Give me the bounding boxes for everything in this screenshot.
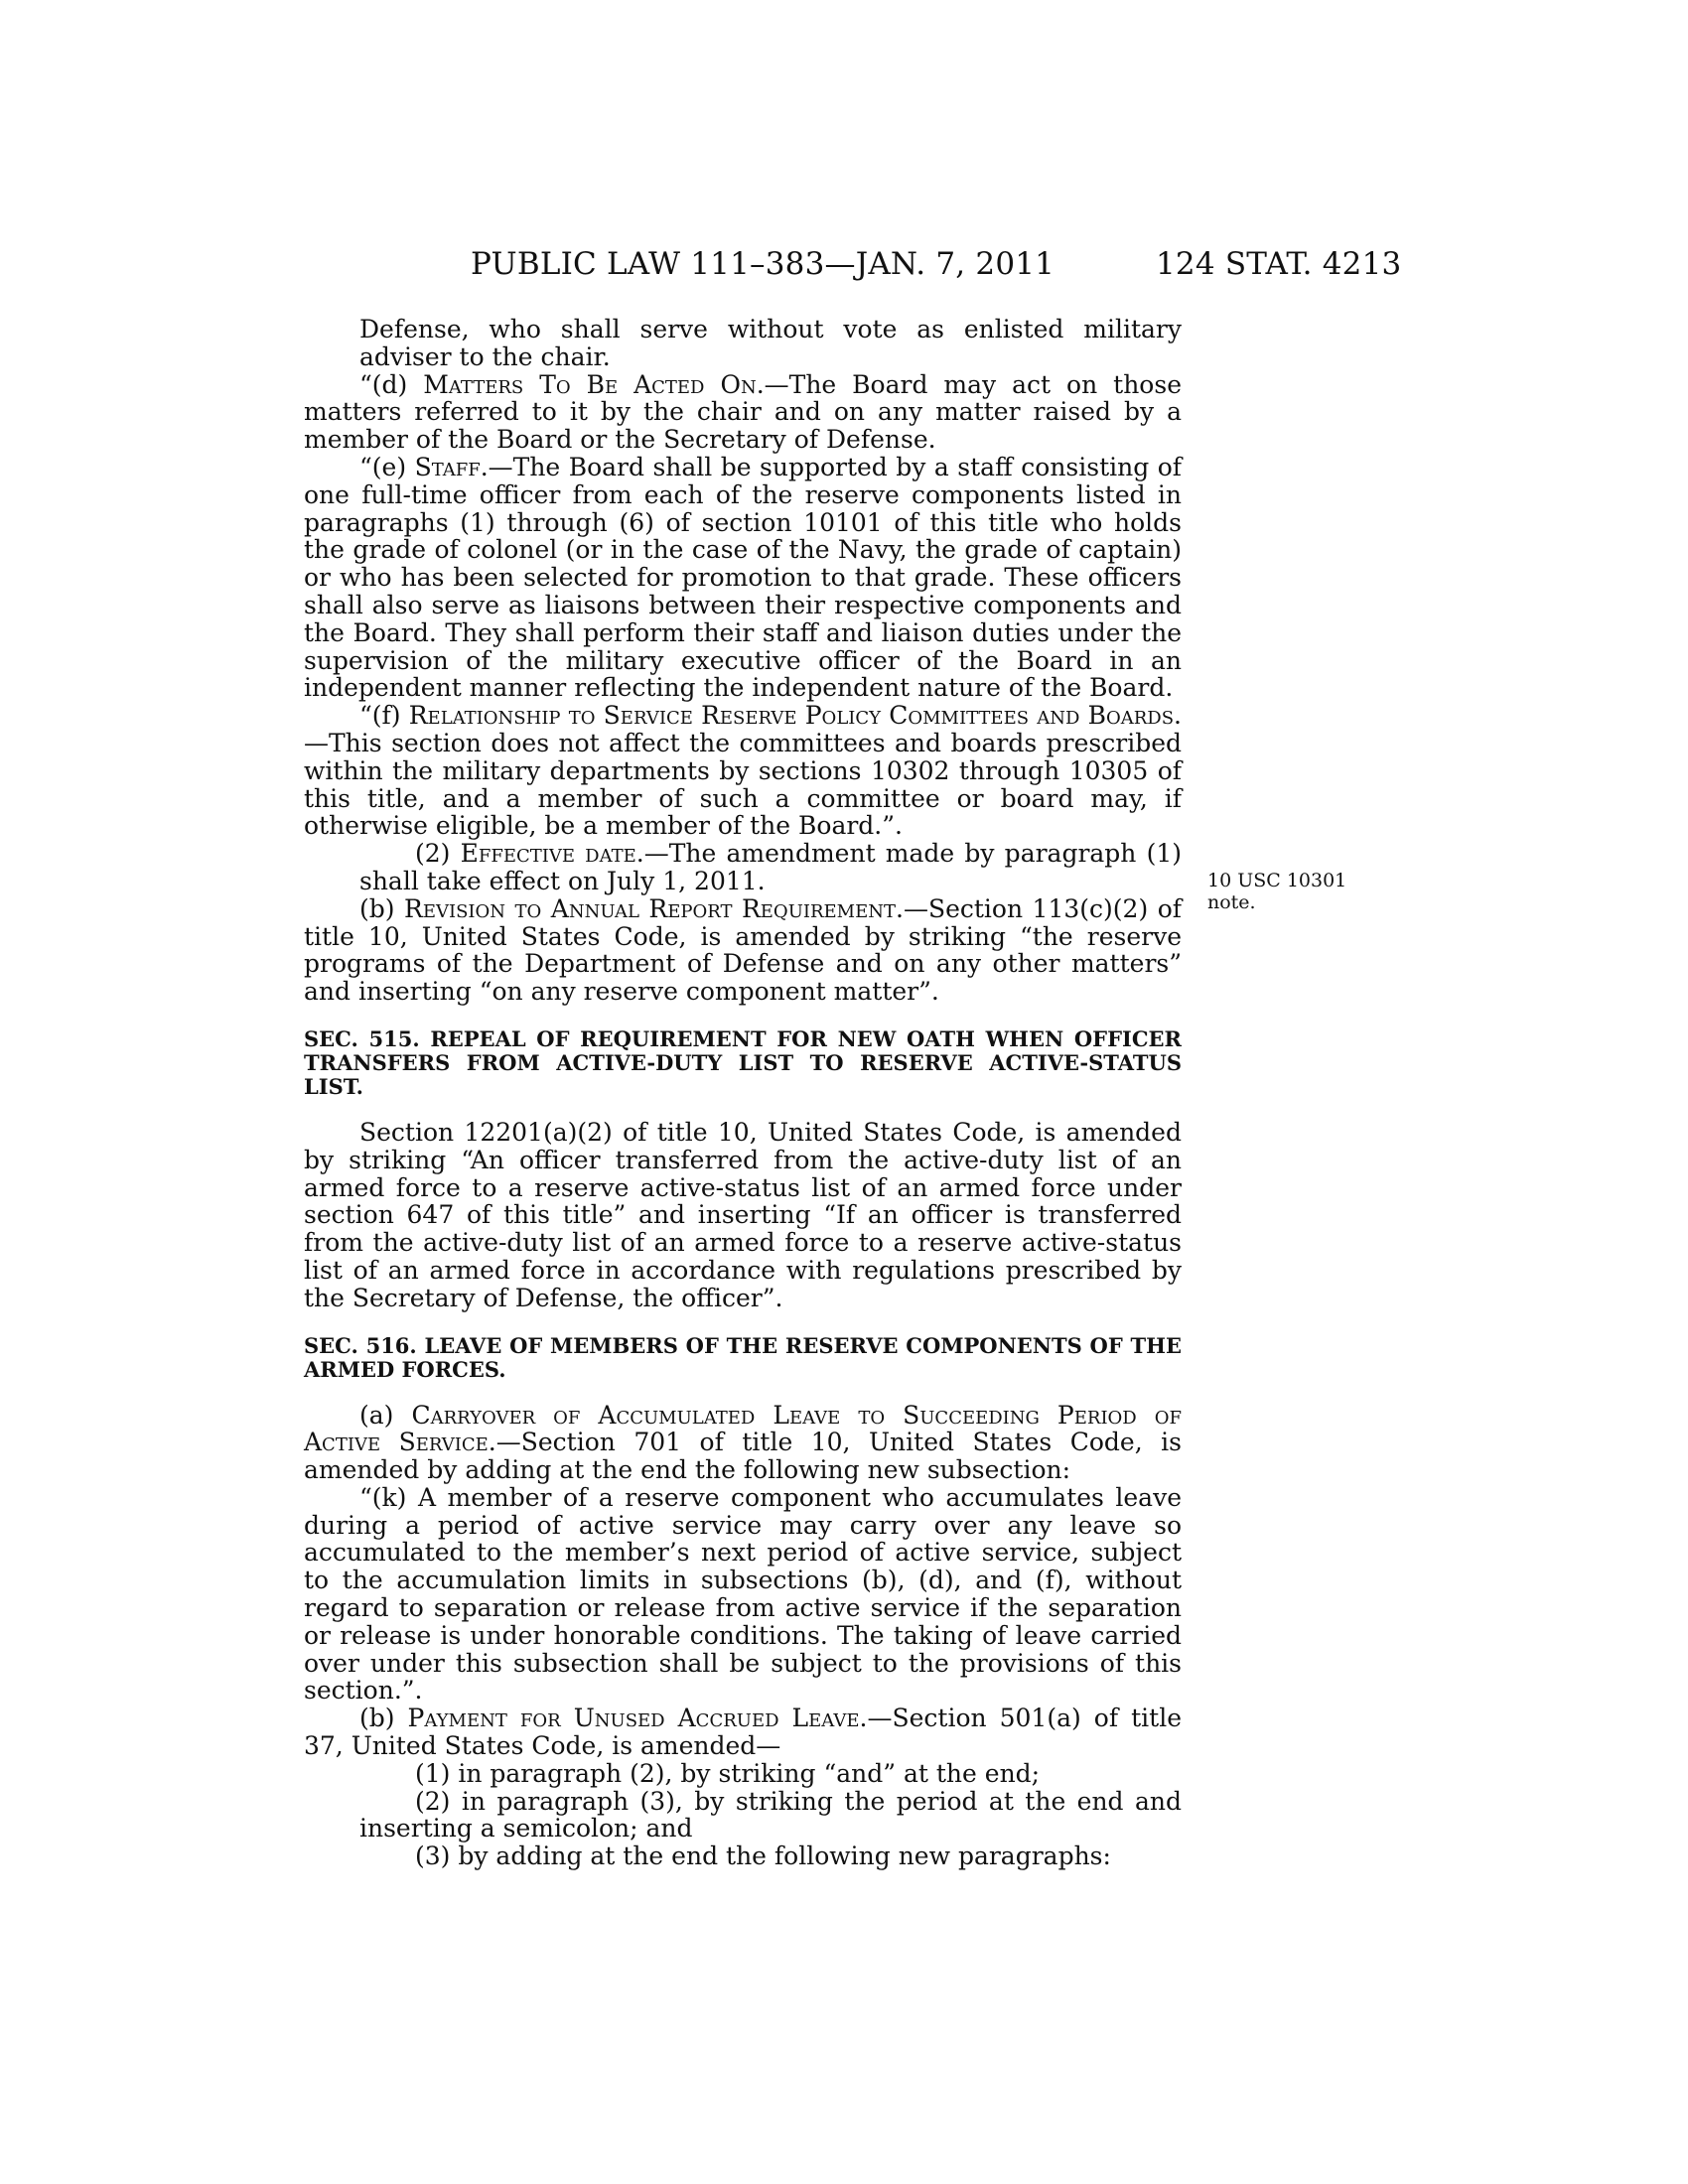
subsection-d [304, 371, 1182, 454]
subsection-heading: Revision to Annual Report Requirement [404, 893, 896, 923]
list-item: (1) in paragraph (2), by striking “and” at the end; [415, 1758, 1041, 1788]
subsection-text: .—Section 113(c)(2) of title 10, United States Code, is amended by striking “the reserve programs of the Department of Defense and on any other matters” and inserting “on any reserve component matter”. [304, 893, 1182, 1007]
subsection-text: .—The Board shall be supported by a staff consisting of one full-time officer from each of the reserve components listed in paragraphs (1) through (6) of section 10101 of this title who holds the grade of colonel (or in the case of the Navy, the grade of captain) or who has been selected for promotion to that grade. These officers shall also serve as liaisons between their respective components and the Board. They shall perform their staff and liaison duties under the supervision of the military executive officer of the Board in an independent manner reflecting the independent nature of the Board. [304, 452, 1183, 703]
margin-note-line: note. [1207, 891, 1256, 913]
page-number: 124 STAT. 4213 [1156, 246, 1402, 282]
list-item: (3) by adding at the end the following new paragraphs: [415, 1842, 1111, 1871]
subsection-label: “(d) [359, 369, 424, 399]
subsection-text: .—The Board may act on those matters referred to it by the chair and on any matter raised by a member of the Board or the Secretary of Defense. [304, 369, 1182, 455]
subsection-heading: Payment for Unused Accrued Leave [407, 1704, 860, 1733]
subsection-b [304, 895, 1182, 1006]
subsection-heading: Staff [414, 452, 481, 481]
subsection-heading: Relationship to Service Reserve Policy Committees and Boards [408, 701, 1175, 731]
margin-note [1207, 870, 1346, 913]
section-title: LEAVE OF MEMBERS OF THE RESERVE COMPONENTS OF THE ARMED FORCES. [304, 1332, 1182, 1382]
subsection-heading: Matters To Be Acted On [423, 369, 757, 399]
section-number: SEC. 515. [304, 1025, 420, 1051]
paragraph-2 [304, 840, 1182, 895]
paragraph-continued: Defense, who shall serve without vote as enlisted military adviser to the chair. [359, 315, 1182, 371]
margin-note-line: 10 USC 10301 [1207, 870, 1347, 891]
subsection-text: .—Section 701 of title 10, United States Code, is amended by adding at the end the following new subsection: [304, 1428, 1182, 1485]
section-heading-516 [304, 1334, 1182, 1382]
running-head: PUBLIC LAW 111–383—JAN. 7, 2011 [471, 246, 1055, 282]
subsection-label: “(f) [359, 701, 409, 731]
subsection-label: (b) [359, 1704, 408, 1733]
subsection-text: .—This section does not affect the committees and boards prescribed within the military departments by sections 10302 through 10305 of this title, and a member of such a committee or board may, if otherwise eligible, be a member of the Board.”. [304, 701, 1182, 841]
subsection-f [304, 702, 1182, 840]
subsection-label: “(e) [359, 452, 415, 481]
list-item: (2) in paragraph (3), by striking the period at the end and inserting a semicolon; and [359, 1786, 1182, 1843]
section-heading-515 [304, 1027, 1182, 1099]
subsection-a-516 [304, 1402, 1182, 1484]
paragraph-heading: Effective date [460, 839, 636, 869]
subsection-text: .—Section 501(a) of title 37, United States Code, is amended— [304, 1704, 1182, 1761]
body-text [304, 316, 1182, 1870]
subsection-e [304, 454, 1182, 702]
paragraph-label: (2) [415, 839, 461, 869]
subsection-k: “(k) A member of a reserve component who accumulates leave during a period of active service may carry over any leave so accumulated to the member’s next period of active service, subject to the accumulation limits in subsections (b), (d), and (f), without regard to separation or release from active service if the separation or release is under honorable conditions. The taking of leave carried over under this subsection shall be subject to the provisions of this section.”. [304, 1482, 1182, 1706]
subsection-label: (a) [359, 1400, 412, 1430]
paragraph-text: .—The amendment made by paragraph (1) shall take effect on July 1, 2011. [359, 839, 1183, 895]
section-number: SEC. 516. [304, 1332, 417, 1358]
subsection-label: (b) [359, 893, 405, 923]
subsection-b-516 [304, 1705, 1182, 1760]
section-title: REPEAL OF REQUIREMENT FOR NEW OATH WHEN OFFICER TRANSFERS FROM ACTIVE-DUTY LIST TO RESERVE ACTIVE-STATUS LIST. [304, 1025, 1182, 1099]
section-515-text: Section 12201(a)(2) of title 10, United States Code, is amended by striking “An officer transferred from the active-duty list of an armed force to a reserve active-status list of an armed force under section 647 of this title” and inserting “If an officer is transferred from the active-duty list of an armed force to a reserve active-status list of an armed force in accordance with regulations prescribed by the Secretary of Defense, the officer”. [304, 1117, 1182, 1312]
subsection-heading: Carryover of Accumulated Leave to Succeeding Period of Active Service [304, 1400, 1183, 1457]
